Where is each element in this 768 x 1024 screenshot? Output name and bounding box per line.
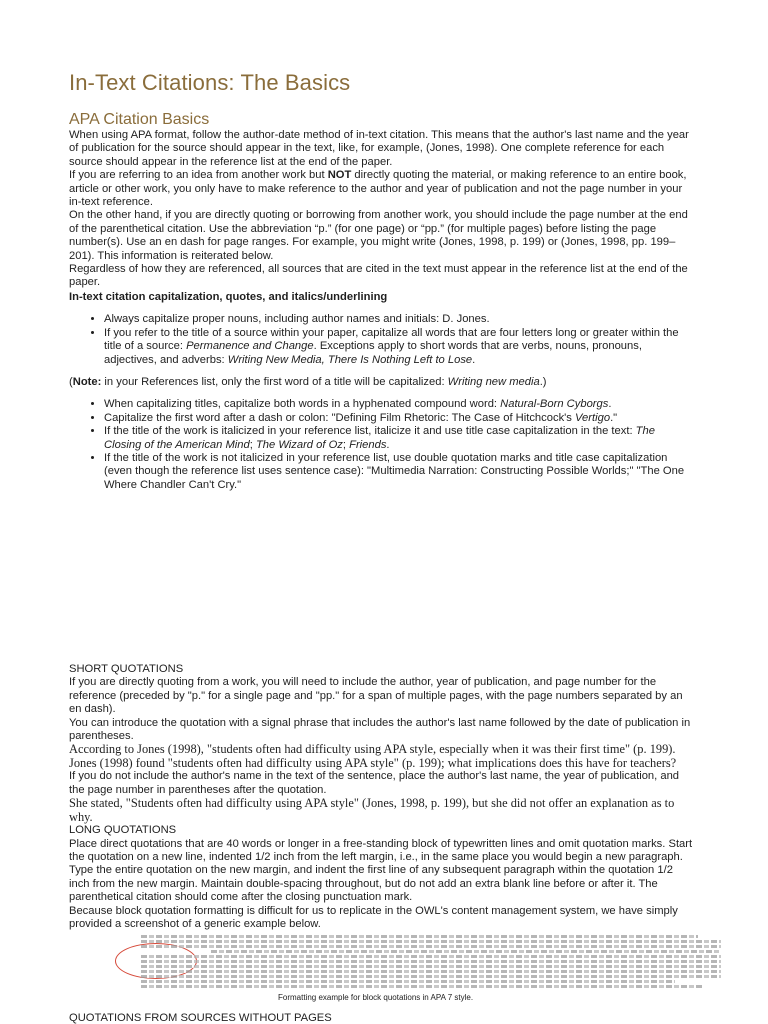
example-quote: According to Jones (1998), "students often had difficulty using APA style, especially when it was their first time" (p. 199). [69, 742, 676, 757]
paragraph: When using APA format, follow the author-date method of in-text citation. This means that the author's last name and the year of publication for the source should appear in the text, like, for example, (Jones, 1998). One complete reference for each source should appear in the reference list at the end of the paper. [69, 129, 689, 168]
figure-caption: Formatting example for block quotations in APA 7 style. [278, 993, 474, 1002]
paragraph: If you are referring to an idea from another work but NOT directly quoting the material, or making reference to an entire book, article or other work, you only have to make reference to the author and year of publication and not the page number in your in-text reference. [69, 169, 687, 209]
paragraph: Place direct quotations that are 40 words or longer in a free-standing block of typewritten lines and omit quotation marks. Start the quotation on a new line, indented 1/2 inch from the left margin, i.e., in the same place you would begin a new paragraph. Type the entire quotation on the new margin, and indent the first line of any subsequent paragraph within the quotation 1/2 inch from the new margin. Maintain double-spacing throughout, but do not add an extra blank line before or after it. The parenthetical citation should come after the closing punctuation mark. [69, 837, 693, 904]
title-rules-list [69, 398, 693, 492]
section-heading: SHORT QUOTATIONS [69, 663, 184, 675]
list-item: • If you refer to the title of a source within your paper, capitalize all words that are four letters long or greater within the title of a source: Permanence and Change. Exceptions apply to short words that are verbs, nouns, pronouns, adjectives, and adverbs: Writing New Media, There Is Nothing Left to Lose. [104, 327, 693, 367]
section-title: APA Citation Basics [69, 111, 210, 128]
example-quote: Jones (1998) found "students often had difficulty using APA style" (p. 199); what implications does this have for teachers? [69, 755, 677, 770]
article-body [69, 129, 693, 492]
example-quote: She stated, "Students often had difficulty using APA style" (Jones, 1998, p. 199), but she did not offer an explanation as to why. [69, 796, 675, 824]
blurred-text-lines [141, 935, 721, 990]
quotations-section [69, 663, 693, 932]
next-section-heading: QUOTATIONS FROM SOURCES WITHOUT PAGES [69, 1012, 332, 1024]
section-heading: LONG QUOTATIONS [69, 824, 177, 837]
list-item: • If the title of the work is italicized in your reference list, italicize it and use title case capitalization in the text: The Closing of the American Mind; The Wizard of Oz; Friends. [104, 425, 693, 452]
block-quotation-screenshot [71, 935, 721, 993]
page-title: In-Text Citations: The Basics [69, 70, 351, 95]
list-item: • Always capitalize proper nouns, including author names and initials: D. Jones. [104, 313, 693, 326]
list-item: • If the title of the work is not italicized in your reference list, use double quotation marks and title case capitalization (even though the reference list uses sentence case): "Multimedia Narration: Constructing Possible Worlds;" "The One Where Chandler Can't Cry." [104, 452, 693, 492]
note: (Note: in your References list, only the first word of a title will be capitalized: Writing new media.) [69, 375, 547, 388]
paragraph: Because block quotation formatting is difficult for us to replicate in the OWL's content management system, we have simply provided a screenshot of a generic example below. [69, 904, 678, 931]
list-item: • When capitalizing titles, capitalize both words in a hyphenated compound word: Natural-Born Cyborgs. [104, 398, 693, 411]
paragraph: On the other hand, if you are directly quoting or borrowing from another work, you should include the page number at the end of the parenthetical citation. Use the abbreviation “p.” (for one page) or “pp.” (for multiple pages) before listing the page number(s). Use an en dash for page ranges. For example, you might write (Jones, 1998, p. 199) or (Jones, 1998, pp. 199–201). This information is reiterated below. [69, 209, 688, 262]
list-item: • Capitalize the first word after a dash or colon: "Defining Film Rhetoric: The Case of Hitchcock's Vertigo." [104, 412, 693, 425]
subsection-heading: In-text citation capitalization, quotes, and italics/underlining [69, 290, 388, 303]
paragraph: If you are directly quoting from a work, you will need to include the author, year of publication, and page number for the reference (preceded by "p." for a single page and "pp." for a span of multiple pages, with the page numbers separated by an en dash). [69, 676, 683, 716]
paragraph: Regardless of how they are referenced, all sources that are cited in the text must appear in the reference list at the end of the paper. [69, 263, 688, 289]
capitalization-list [69, 313, 693, 367]
paragraph: You can introduce the quotation with a signal phrase that includes the author's last name followed by the date of publication in parentheses. [69, 716, 691, 743]
paragraph: If you do not include the author's name in the text of the sentence, place the author's last name, the year of publication, and the page number in parentheses after the quotation. [69, 770, 680, 796]
